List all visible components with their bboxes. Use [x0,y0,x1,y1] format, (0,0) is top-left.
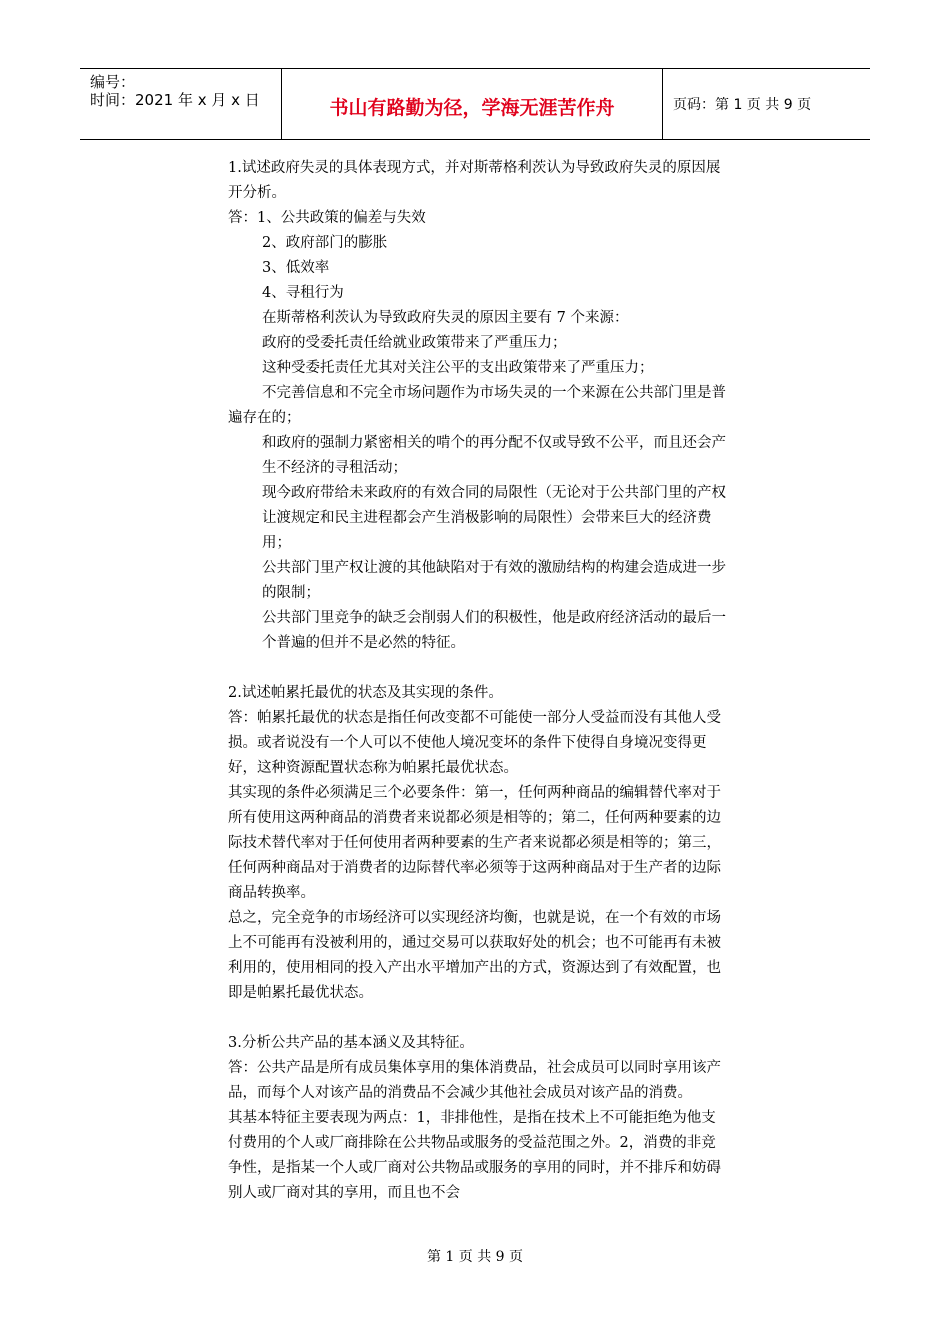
answer-1-line: 3、低效率 [262,260,330,276]
answer-1-line: 4、寻租行为 [262,285,344,301]
answer-1-line: 在斯蒂格利茨认为导致政府失灵的原因主要有 7 个来源： [262,310,629,326]
answer-2-paragraph: 其实现的条件必须满足三个必要条件：第一，任何两种商品的编辑替代率对于所有使用这两种商品的消费者来说都必须是相等的；第二，任何两种要素的边际技术替代率对于任何使用者两种要素的生产者来说都必须是相等的；第三，任何两种商品对于消费者的边际替代率必须等于这两种商品对于生产者的边际商品转换率。 [228,785,721,901]
answer-1-line: 政府的受委托责任给就业政策带来了严重压力； [262,335,567,351]
page-footer: 第 1 页 共 9 页 [426,1249,524,1265]
page-number-label: 页码：第 1 页 共 9 页 [673,97,812,113]
document-date-label: 时间：2021 年 x 月 x 日 [90,91,260,109]
header-table [80,68,870,140]
answer-1-line: 不完善信息和不完全市场问题作为市场失灵的一个来源在公共部门里是普遍存在的； [228,385,726,426]
question-3-title: 3.分析公共产品的基本涵义及其特征。 [228,1035,474,1051]
answer-1-line: 和政府的强制力紧密相关的啃个的再分配不仅或导致不公平，而且还会产生不经济的寻租活动； [262,435,726,476]
answer-1-line: 公共部门里竞争的缺乏会削弱人们的积极性，他是政府经济活动的最后一个普遍的但并不是必然的特征。 [262,610,726,651]
answer-1-line: 这种受委托责任尤其对关注公平的支出政策带来了严重压力； [262,360,654,376]
answer-1-line: 答：1、公共政策的偏差与失效 [228,210,426,226]
answer-3-paragraph: 其基本特征主要表现为两点：1，非排他性，是指在技术上不可能拒绝为他支付费用的个人或厂商排除在公共物品或服务的受益范围之外。2，消费的非竞争性，是指某一个人或厂商对公共物品或服务的享用的同时，并不排斥和妨碍别人或厂商对其的享用，而且也不会 [228,1110,721,1201]
question-1-title: 1.试述政府失灵的具体表现方式，并对斯蒂格利茨认为导致政府失灵的原因展开分析。 [228,160,721,201]
answer-1-line: 公共部门里产权让渡的其他缺陷对于有效的激励结构的构建会造成进一步的限制； [262,560,726,601]
answer-3-paragraph: 答：公共产品是所有成员集体享用的集体消费品，社会成员可以同时享用该产品，而每个人对该产品的消费品不会减少其他社会成员对该产品的消费。 [228,1060,721,1101]
motto-text: 书山有路勤为径，学海无涯苦作舟 [329,97,615,119]
answer-1-line: 2、政府部门的膨胀 [262,235,388,251]
header-motto-cell [282,69,663,139]
document-body [228,156,728,1206]
answer-2-paragraph: 总之，完全竞争的市场经济可以实现经济均衡，也就是说，在一个有效的市场上不可能再有没被利用的，通过交易可以获取好处的机会；也不可能再有未被利用的，使用相同的投入产出水平增加产出的方式，资源达到了有效配置，也即是帕累托最优状态。 [228,910,721,1001]
document-number-label: 编号： [90,73,136,91]
question-2-title: 2.试述帕累托最优的状态及其实现的条件。 [228,685,503,701]
answer-1-line: 现今政府带给未来政府的有效合同的局限性（无论对于公共部门里的产权让渡规定和民主进程都会产生消极影响的局限性）会带来巨大的经济费用； [262,485,726,551]
answer-2-paragraph: 答：帕累托最优的状态是指任何改变都不可能使一部分人受益而没有其他人受损。或者说没有一个人可以不使他人境况变坏的条件下使得自身境况变得更好，这种资源配置状态称为帕累托最优状态。 [228,710,721,776]
header-page-cell [663,69,870,139]
header-meta-cell [80,69,282,139]
